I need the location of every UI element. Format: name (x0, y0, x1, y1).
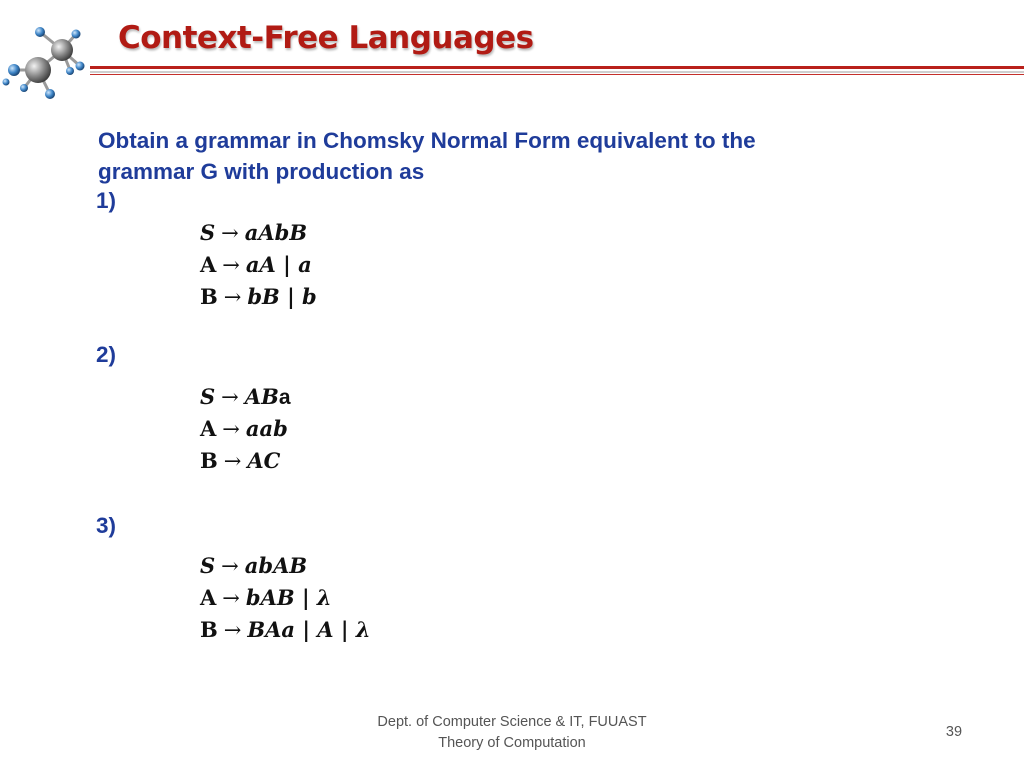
item-3-label: 3) (96, 513, 117, 538)
production-rhs-tail: a (278, 386, 291, 409)
production-lhs: S (200, 220, 216, 245)
problem-statement (98, 125, 898, 187)
title-underline-rule (90, 66, 1024, 69)
item-1-label: 1) (96, 188, 117, 213)
production-arrow: → (222, 417, 240, 441)
grammar-2-production-a (200, 413, 291, 445)
production-arrow: → (222, 586, 240, 610)
molecule-logo-icon (0, 18, 96, 102)
problem-statement-line-2: grammar G with production as (98, 159, 425, 184)
grammar-2 (200, 381, 291, 477)
item-2-label: 2) (96, 342, 117, 367)
production-rhs: aab (245, 416, 288, 441)
grammar-1 (200, 217, 317, 313)
problem-statement-line-1: Obtain a grammar in Chomsky Normal Form equivalent to the (98, 128, 756, 153)
production-rhs: BAa | A | λ (247, 617, 371, 642)
page-number: 39 (945, 724, 963, 740)
production-lhs: A (200, 252, 217, 277)
grammar-3 (200, 550, 371, 646)
production-lhs: B (200, 284, 218, 309)
production-lhs: S (200, 384, 216, 409)
production-arrow: → (222, 253, 240, 277)
grammar-1-production-a (200, 249, 317, 281)
production-arrow: → (221, 554, 239, 578)
grammar-3-production-b (200, 614, 371, 646)
production-arrow: → (223, 285, 242, 309)
slide-title: Context-Free Languages (118, 20, 534, 56)
production-lhs: A (200, 585, 217, 610)
grammar-1-production-b (200, 281, 317, 313)
production-rhs: abAB (244, 553, 308, 578)
footer-course: Theory of Computation (438, 735, 586, 751)
production-arrow: → (223, 618, 242, 642)
production-arrow: → (221, 385, 239, 409)
production-lhs: B (200, 448, 218, 473)
production-rhs: aAbB (244, 220, 308, 245)
slide-footer (312, 712, 712, 754)
grammar-3-production-a (200, 582, 371, 614)
production-lhs: A (200, 416, 217, 441)
grammar-1-production-s (200, 217, 317, 249)
title-underline-rule-shadow (90, 71, 1024, 73)
production-rhs: AC (247, 448, 281, 473)
production-rhs: aA | a (245, 252, 312, 277)
production-lhs: B (200, 617, 218, 642)
grammar-2-production-s (200, 381, 291, 413)
grammar-2-production-b (200, 445, 291, 477)
production-rhs: bB | b (247, 284, 317, 309)
production-rhs: bAB | λ (245, 585, 332, 610)
footer-department: Dept. of Computer Science & IT, FUUAST (377, 714, 647, 730)
grammar-3-production-s (200, 550, 371, 582)
production-rhs: AB (244, 384, 279, 409)
production-arrow: → (221, 221, 239, 245)
title-underline-rule-thin (90, 74, 1024, 75)
production-arrow: → (223, 449, 242, 473)
production-lhs: S (200, 553, 216, 578)
